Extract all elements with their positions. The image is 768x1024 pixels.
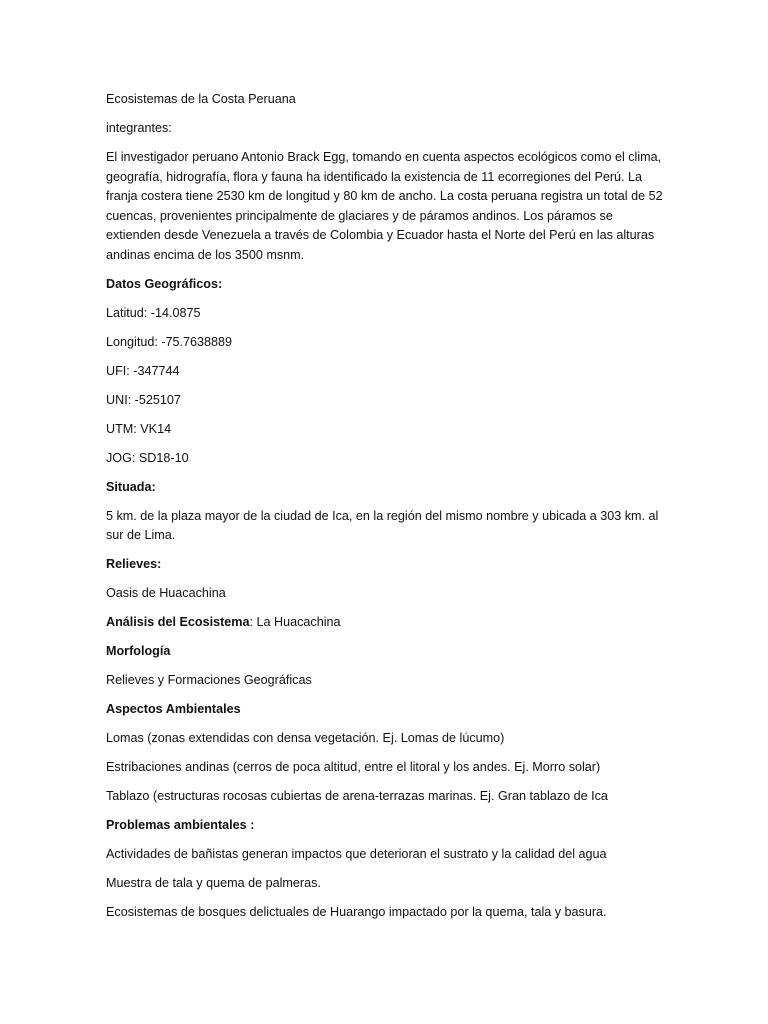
morfologia-text: Relieves y Formaciones Geográficas <box>106 673 312 687</box>
members-label: integrantes: <box>106 121 172 135</box>
aspectos-item-lomas: Lomas (zonas extendidas con densa vegetación. Ej. Lomas de lúcumo) <box>106 731 505 745</box>
situada-text: 5 km. de la plaza mayor de la ciudad de Ica, en la región del mismo nombre y ubicada a 303 km. al sur de Lima. <box>106 508 659 542</box>
jog-line: JOG: SD18-10 <box>106 450 189 465</box>
document-content <box>106 90 666 932</box>
document-title: Ecosistemas de la Costa Peruana <box>106 92 296 106</box>
relieves-text: Oasis de Huacachina <box>106 586 226 600</box>
analysis-label: Análisis del Ecosistema <box>106 615 250 629</box>
aspectos-heading: Aspectos Ambientales <box>106 702 241 716</box>
analysis-line <box>106 613 666 633</box>
latitude-line: Latitud: -14.0875 <box>106 305 201 320</box>
utm-line: UTM: VK14 <box>106 421 172 436</box>
problemas-item-tala: Muestra de tala y quema de palmeras. <box>106 876 321 890</box>
problemas-item-banistas: Actividades de bañistas generan impactos que deterioran el sustrato y la calidad del agua <box>106 847 607 861</box>
relieves-heading: Relieves: <box>106 557 162 571</box>
problemas-heading: Problemas ambientales : <box>106 818 255 832</box>
aspectos-item-tablazo: Tablazo (estructuras rocosas cubiertas de arena-terrazas marinas. Ej. Gran tablazo de Ica <box>106 789 608 803</box>
longitude-line: Longitud: -75.7638889 <box>106 334 233 349</box>
aspectos-item-estribaciones: Estribaciones andinas (cerros de poca altitud, entre el litoral y los andes. Ej. Morro solar) <box>106 760 601 774</box>
analysis-value: : La Huacachina <box>249 615 341 629</box>
intro-paragraph: El investigador peruano Antonio Brack Egg, tomando en cuenta aspectos ecológicos como el clima, geografía, hidrografía, flora y fauna ha identificado la existencia de 11 ecorregiones del Perú. La franja costera tiene 2530 km de longitud y 80 km de ancho. La costa peruana registra un total de 52 cuencas, provenientes principalmente de glaciares y de páramos andinos. Los páramos se extienden desde Venezuela a través de Colombia y Ecuador hasta el Norte del Perú en las alturas andinas encima de los 3500 msnm. <box>106 150 663 262</box>
problemas-item-bosques: Ecosistemas de bosques delictuales de Huarango impactado por la quema, tala y basura. <box>106 905 607 919</box>
ufi-line: UFI: -347744 <box>106 363 180 378</box>
geo-data-heading: Datos Geográficos: <box>106 276 223 291</box>
morfologia-heading: Morfología <box>106 644 171 658</box>
uni-line: UNI: -525107 <box>106 392 181 407</box>
situada-heading: Situada: <box>106 479 156 494</box>
